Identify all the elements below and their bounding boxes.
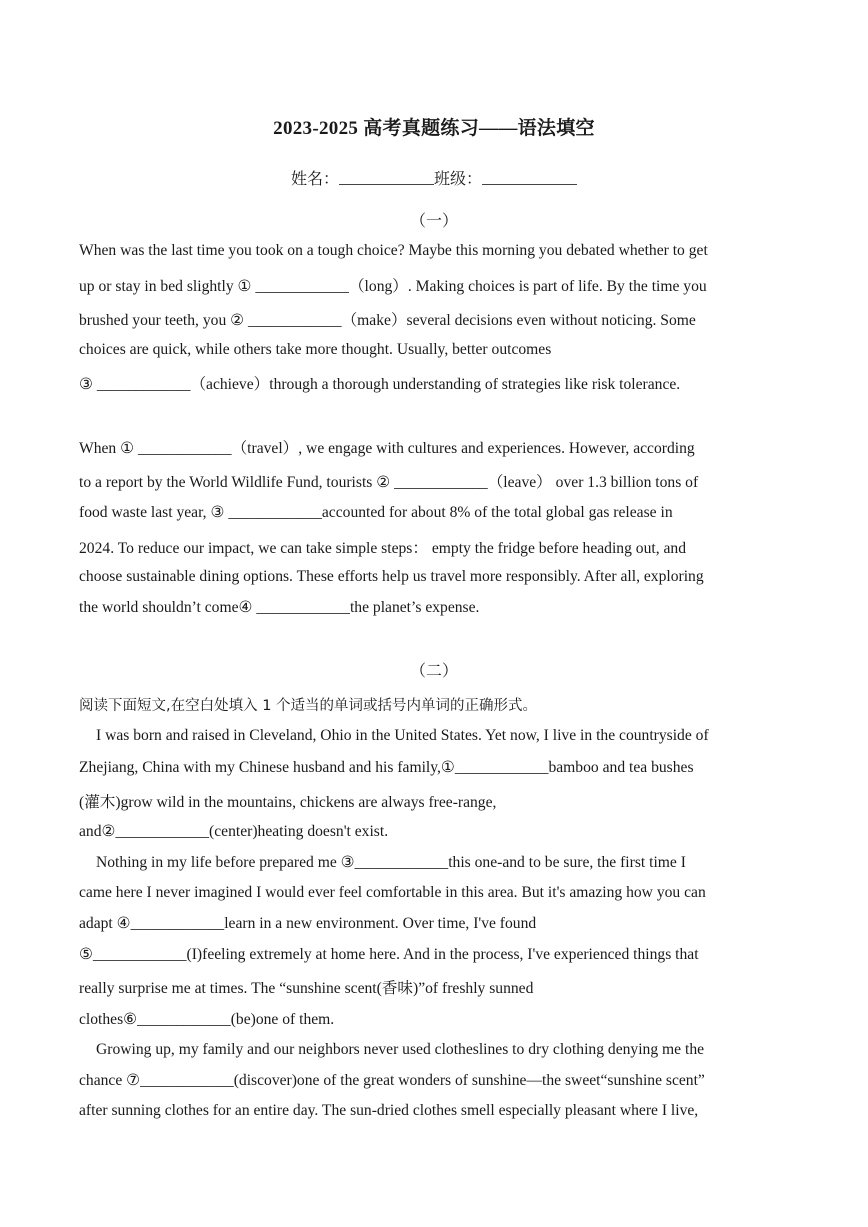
passage-line: clothes⑥____________(be)one of them. (79, 1011, 335, 1028)
passage-line: ⑤____________(I)feeling extremely at home here. And in the process, I've experienced things that (79, 946, 699, 963)
passage-line: food waste last year, ③ ____________accounted for about 8% of the total global gas release in (79, 504, 673, 521)
passage-line: the world shouldn’t come④ ____________the planet’s expense. (79, 599, 480, 616)
passage-line: choices are quick, while others take more thought. Usually, better outcomes (79, 341, 552, 358)
passage-line: after sunning clothes for an entire day. The sun-dried clothes smell especially pleasant where I live, (79, 1102, 699, 1119)
passage-line: (灌木)grow wild in the mountains, chickens are always free-range, (79, 794, 497, 811)
instruction-line: 阅读下面短文,在空白处填入 1 个适当的单词或括号内单词的正确形式。 (79, 698, 538, 714)
name-class-line (0, 166, 868, 189)
passage-line: Growing up, my family and our neighbors never used clotheslines to dry clothing denying me the (96, 1041, 705, 1058)
passage-line: and②____________(center)heating doesn't exist. (79, 823, 389, 840)
passage-line: chance ⑦____________(discover)one of the great wonders of sunshine—the sweet“sunshine scent” (79, 1072, 705, 1089)
passage-line: 2024. To reduce our impact, we can take simple steps： empty the fridge before heading out, and (79, 540, 687, 557)
passage-line: When was the last time you took on a tough choice? Maybe this morning you debated whether to get (79, 242, 708, 259)
passage-line: came here I never imagined I would ever feel comfortable in this area. But it's amazing how you can (79, 884, 706, 901)
passage-line: really surprise me at times. The “sunshine scent(香味)”of freshly sunned (79, 980, 534, 997)
passage-line: brushed your teeth, you ② ____________（make）several decisions even without noticing. Some (79, 312, 696, 329)
section-heading-1: （一） (409, 211, 458, 230)
passage-line: up or stay in bed slightly ① ____________（long）. Making choices is part of life. By the time you (79, 278, 707, 295)
section-heading-2: （二） (409, 661, 458, 680)
passage-line: Nothing in my life before prepared me ③____________this one-and to be sure, the first time I (96, 854, 686, 871)
passage-line: ③ ____________（achieve）through a thorough understanding of strategies like risk tolerance. (79, 376, 681, 393)
passage-line: Zhejiang, China with my Chinese husband and his family,①____________bamboo and tea bushes (79, 759, 694, 776)
class-label: 班级： (434, 169, 483, 188)
passage-line: I was born and raised in Cleveland, Ohio in the United States. Yet now, I live in the countryside of (96, 727, 709, 744)
passage-line: choose sustainable dining options. These efforts help us travel more responsibly. After all, exploring (79, 568, 704, 585)
class-blank (482, 170, 577, 185)
passage-line: to a report by the World Wildlife Fund, tourists ② ____________（leave） over 1.3 billion tons of (79, 474, 699, 491)
passage-line: adapt ④____________learn in a new environment. Over time, I've found (79, 915, 537, 932)
name-label: 姓名： (290, 169, 339, 188)
page-title: 2023-2025 高考真题练习——语法填空 (273, 118, 595, 139)
passage-line: When ① ____________（travel）, we engage with cultures and experiences. However, according (79, 440, 695, 457)
name-blank (339, 170, 434, 185)
